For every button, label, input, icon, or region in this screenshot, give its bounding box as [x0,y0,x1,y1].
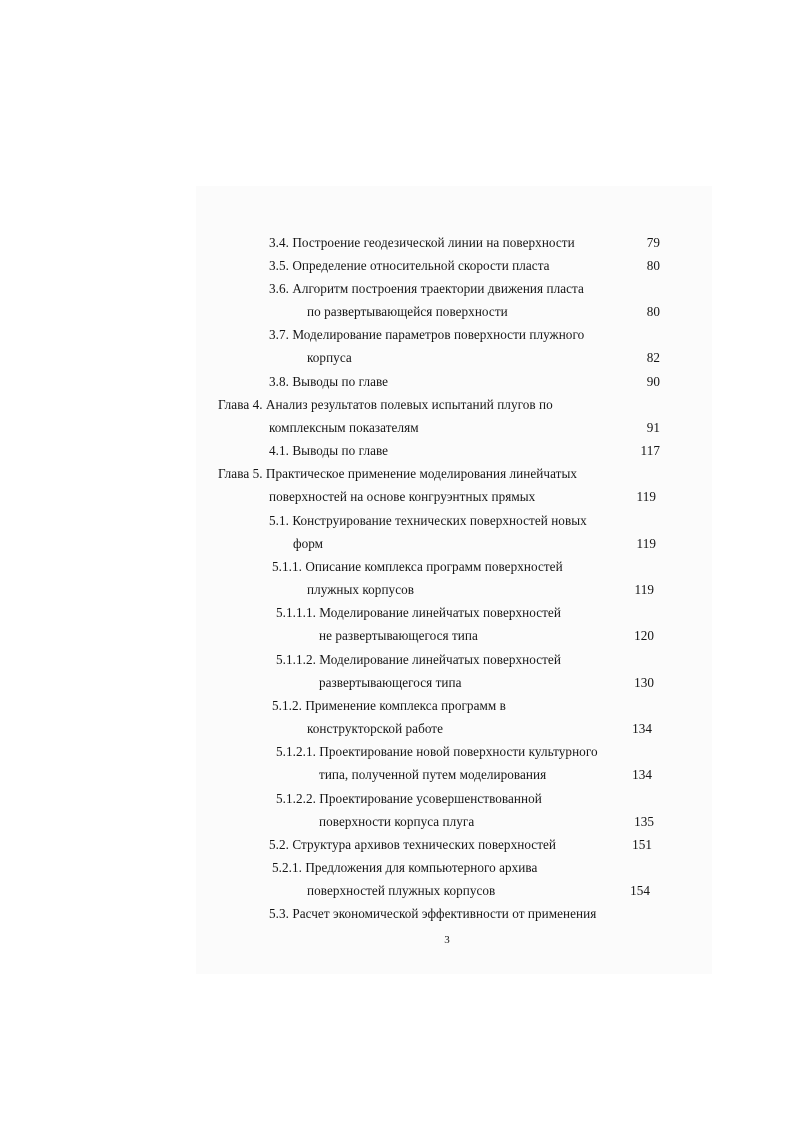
toc-entry-page: 130 [634,675,654,690]
toc-entry-text: 3.7. Моделирование параметров поверхности плужного [269,327,585,342]
toc-entry-text: по развертывающейся поверхности [307,304,508,319]
toc-entry-page: 91 [646,420,660,435]
toc-entry-text: форм [293,536,324,551]
toc-entry-text: 3.8. Выводы по главе [269,374,389,389]
toc-entry-text: 5.2. Структура архивов технических поверхностей [269,837,557,852]
toc-entry-text: 4.1. Выводы по главе [269,443,389,458]
toc-entry-text: развертывающегося типа [319,675,462,690]
toc-entry-page: 119 [636,489,656,504]
toc-entry-text: 5.1. Конструирование технических поверхностей новых [269,513,587,528]
toc-entry-page: 80 [646,258,660,273]
toc-entry-page: 151 [632,837,652,852]
toc-entry-text: 3.5. Определение относительной скорости пласта [269,258,550,273]
toc-entry-text: корпуса [307,350,352,365]
toc-entry-text: 5.1.1.2. Моделирование линейчатых поверхностей [276,652,561,667]
toc-entry-page: 80 [646,304,660,319]
toc-entry-text: 5.1.2. Применение комплекса программ в [272,698,506,713]
toc-entry-text: комплексным показателям [269,420,419,435]
toc-entry-text: 3.4. Построение геодезической линии на поверхности [269,235,575,250]
page-number: 3 [444,934,450,946]
toc-entry-text: 5.1.1.1. Моделирование линейчатых поверхностей [276,605,561,620]
toc-entry-text: конструкторской работе [307,721,444,736]
toc-entry-page: 134 [632,721,652,736]
toc-entry-page: 134 [632,767,652,782]
toc-entry-page: 154 [630,883,650,898]
toc-entry-text: 5.1.2.1. Проектирование новой поверхности культурного [276,744,598,759]
toc-chapter-text: Глава 4. Анализ результатов полевых испытаний плугов по [218,397,553,412]
toc-entry-page: 119 [634,582,654,597]
toc-entry-text: типа, полученной путем моделирования [319,767,547,782]
toc-entry-page: 117 [640,443,660,458]
toc-entry-text: 5.3. Расчет экономической эффективности от применения [269,906,597,921]
toc-entry-page: 119 [636,536,656,551]
toc-entry-text: поверхности корпуса плуга [319,814,475,829]
toc-entry-text: 5.2.1. Предложения для компьютерного архива [272,860,538,875]
toc-entry-text: 3.6. Алгоритм построения траектории движения пласта [269,281,584,296]
toc-entry-text: поверхностей плужных корпусов [307,883,496,898]
toc-entry-text: плужных корпусов [307,582,415,597]
toc-entry-page: 120 [634,628,654,643]
toc-chapter-text: Глава 5. Практическое применение моделирования линейчатых [218,466,578,481]
toc-entry-text: 5.1.2.2. Проектирование усовершенствованной [276,791,542,806]
toc-entry-text: поверхностей на основе конгруэнтных прямых [269,489,536,504]
toc-entry-page: 82 [646,350,660,365]
toc-entry-page: 135 [634,814,654,829]
toc-entry-text: не развертывающегося типа [319,628,478,643]
toc-entry-page: 79 [646,235,660,250]
toc-entry-text: 5.1.1. Описание комплекса программ поверхностей [272,559,563,574]
toc-entry-page: 90 [646,374,660,389]
